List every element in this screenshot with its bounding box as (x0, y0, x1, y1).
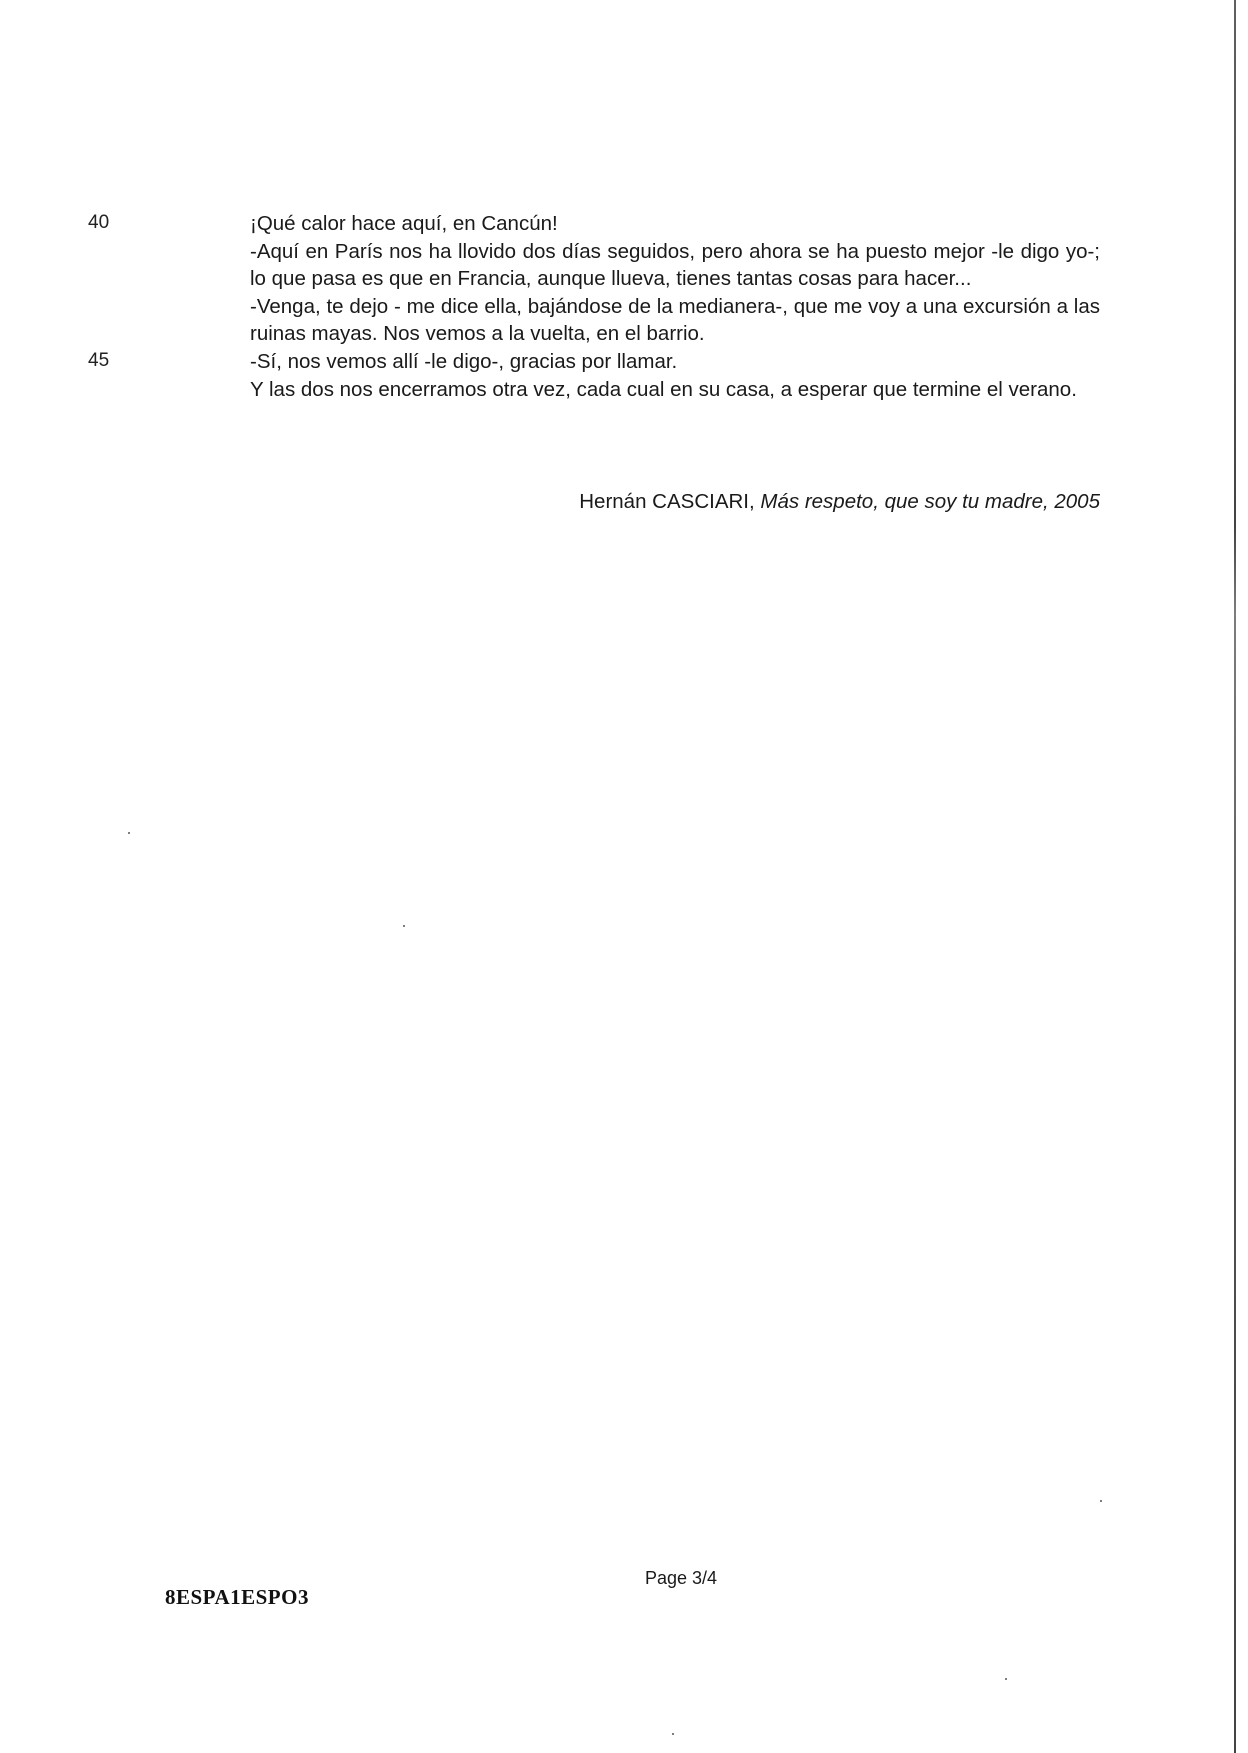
line-number-40: 40 (88, 212, 110, 233)
scan-speck (1005, 1678, 1007, 1680)
scan-speck (128, 832, 130, 834)
line-number-45: 45 (88, 350, 110, 371)
excerpt-text (250, 210, 1100, 403)
source-attribution (579, 488, 1100, 515)
paragraph: Y las dos nos encerramos otra vez, cada cual en su casa, a esperar que termine el verano. (250, 377, 1077, 401)
paragraph: -Aquí en París nos ha llovido dos días seguidos, pero ahora se ha puesto mejor -le digo yo-; lo que pasa es que en Francia, aunque llueva, tienes tantas cosas para hacer... (250, 239, 1100, 291)
scan-speck (672, 1733, 674, 1735)
scan-edge-line (1234, 0, 1236, 1753)
author-name: Hernán CASCIARI, (579, 490, 761, 513)
paragraph: -Sí, nos vemos allí -le digo-, gracias por llamar. (250, 349, 678, 373)
work-title: Más respeto, que soy tu madre, 2005 (760, 490, 1100, 513)
exam-code: 8ESPA1ESPO3 (165, 1585, 309, 1609)
paragraph: -Venga, te dejo - me dice ella, bajándose de la medianera-, que me voy a una excursión a las ruinas mayas. Nos vemos a la vuelta, en el barrio. (250, 294, 1100, 346)
scan-speck (1100, 1500, 1102, 1502)
paragraph: ¡Qué calor hace aquí, en Cancún! (250, 212, 558, 235)
page-number: Page 3/4 (645, 1568, 718, 1588)
scan-speck (403, 925, 405, 927)
